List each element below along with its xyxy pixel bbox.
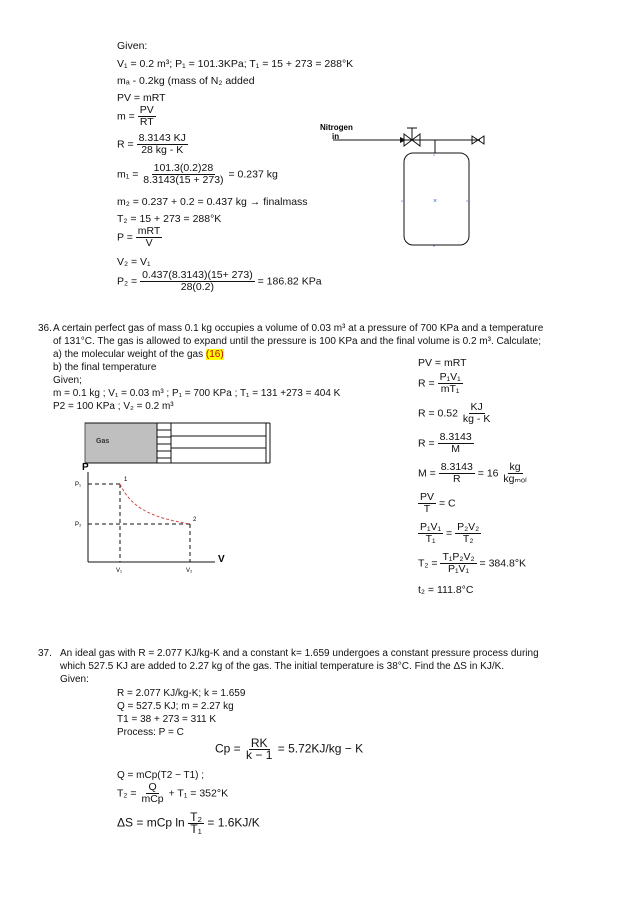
equation-q-37: Q = mCp(T2 − T1) ; xyxy=(117,770,205,781)
svg-text:▫: ▫ xyxy=(466,199,469,205)
problem-37-given-4: Process: P = C xyxy=(117,727,184,738)
problem-37-given-2: Q = 527.5 KJ; m = 2.27 kg xyxy=(117,701,234,712)
state-point-2: 2 xyxy=(193,517,197,523)
equation-r-molar-36: R = $\frac{8.3143}{M}$ xyxy=(418,431,472,455)
equation-t2-37: T₂ = $\frac{Q}{\text{mCp}}$ + T₁ = 352°K xyxy=(117,781,229,805)
problem-36-given-2: P2 = 100 KPa ; V₂ = 0.2 m³ xyxy=(53,401,174,412)
equation-t2-35: T₂ = 15 + 273 = 288°K xyxy=(117,213,222,225)
tank-label-in: in xyxy=(332,132,340,141)
label-p2: P₂ xyxy=(75,522,82,528)
equation-m1-35: m₁ = $\frac{101.3(0.2)28}{8.3143(15 + 273)}$ = 0.237 kg xyxy=(117,162,278,186)
problem-36-question-b: b) the final temperature xyxy=(53,362,157,373)
axis-label-p: P xyxy=(82,462,89,473)
given-line-35-1: V₁ = 0.2 m³; P₁ = 101.3KPa; T₁ = 15 + 273 = 288°K xyxy=(117,58,354,70)
equation-p-35: P = $\frac{\text{mRT}}{V}$ xyxy=(117,225,161,249)
equation-pv-mrt-35: PV = mRT xyxy=(117,92,166,104)
svg-text:▫: ▫ xyxy=(433,244,436,250)
equation-p2-35: P₂ = $\frac{0.437(8.3143)(15+ 273)}{28(0.2)}$ = 186.82 KPa xyxy=(117,269,322,293)
piston-rod xyxy=(171,436,266,448)
problem-37-line-2: which 527.5 KJ are added to 2.27 kg of the gas. The initial temperature is 38°C. Find the ΔS in KJ/K. xyxy=(60,661,505,672)
problem-36-question-a: a) the molecular weight of the gas (16) xyxy=(53,349,224,360)
problem-37-given-1: R = 2.077 KJ/kg-K; k = 1.659 xyxy=(117,688,246,699)
nitrogen-tank-diagram xyxy=(300,115,510,255)
equation-m-35: m = $\frac{PV}{RT}$ xyxy=(117,104,154,128)
problem-36-given-label: Given; xyxy=(53,375,82,386)
pv-diagram xyxy=(70,462,240,582)
problem-37-line-1: An ideal gas with R = 2.077 KJ/kg-K and a constant k= 1.659 undergoes a constant pressure process during xyxy=(60,648,539,659)
label-v1: V₁ xyxy=(116,568,123,574)
equation-r-36: R = $\frac{\text{P₁V₁}}{\text{mT₁}}$ xyxy=(418,371,461,395)
problem-number-37: 37. xyxy=(38,648,52,659)
svg-text:▫: ▫ xyxy=(401,199,404,205)
tank-label-nitrogen: Nitrogen xyxy=(320,123,353,132)
equation-molecular-weight-36: M = $\frac{8.3143}{R}$ = 16 $\frac{kg}{\text{kgₘₒₗ}}$ xyxy=(418,461,527,485)
equation-m2-35: m₂ = 0.237 + 0.2 = 0.437 kg → finalmass xyxy=(117,196,308,208)
equation-r-value-36: R = 0.52 $\frac{KJ}{kg - K}$ xyxy=(418,401,491,425)
given-label-35: Given: xyxy=(117,40,148,52)
given-line-35-2: mₐ - 0.2kg (mass of N₂ added xyxy=(117,75,255,87)
equation-combined-gas-law-36: $\frac{\text{P₁V₁}}{\text{T₁}}$ = $\frac{\text{P₂V₂}}{\text{T₂}}$ xyxy=(420,521,480,545)
problem-number-36: 36. xyxy=(38,323,52,334)
equation-r-35: R = $\frac{8.3143 KJ}{28 kg - K}$ xyxy=(117,132,186,156)
label-v2: V₂ xyxy=(186,568,193,574)
equation-t2-36: T₂ = $\frac{\text{T₁P₂V₂}}{\text{P₁V₁}}$ = 384.8°K xyxy=(418,551,527,575)
answer-highlight: (16) xyxy=(205,349,224,360)
state-point-1: 1 xyxy=(124,477,128,483)
label-p1: P₁ xyxy=(75,482,82,488)
equation-entropy-37: ΔS = mCp ln $\frac{\text{T₂}}{\text{T₁}}$ = 1.6KJ/K xyxy=(117,810,260,836)
problem-36-given-1: m = 0.1 kg ; V₁ = 0.03 m³ ; P₁ = 700 KPa ; T₁ = 131 +273 = 404 K xyxy=(53,388,341,399)
problem-36-line-1: A certain perfect gas of mass 0.1 kg occupies a volume of 0.03 m³ at a pressure of 700 KPa and a temperature xyxy=(53,323,544,334)
problem-37-given-label: Given: xyxy=(60,674,89,685)
svg-text:▫: ▫ xyxy=(433,153,436,159)
equation-v2-35: V₂ = V₁ xyxy=(117,256,151,268)
problem-37-given-3: T1 = 38 + 273 = 311 K xyxy=(117,714,217,725)
equation-cp-37: Cp = $\frac{RK}{k - 1}$ = 5.72KJ/kg − K xyxy=(215,736,364,762)
gas-label: Gas xyxy=(96,438,110,445)
equation-t2-celsius-36: t₂ = 111.8°C xyxy=(418,584,474,596)
equation-pv-mrt-36: PV = mRT xyxy=(418,357,467,369)
svg-text:×: × xyxy=(433,198,438,205)
axis-label-v: V xyxy=(218,554,225,565)
equation-pv-t-const-36: $\frac{PV}{T}$ = C xyxy=(420,491,456,515)
problem-36-line-2: of 131°C. The gas is allowed to expand until the pressure is 100 KPa and the final volume is 0.2 m³. Calculate; xyxy=(53,336,541,347)
expansion-curve xyxy=(120,484,190,524)
